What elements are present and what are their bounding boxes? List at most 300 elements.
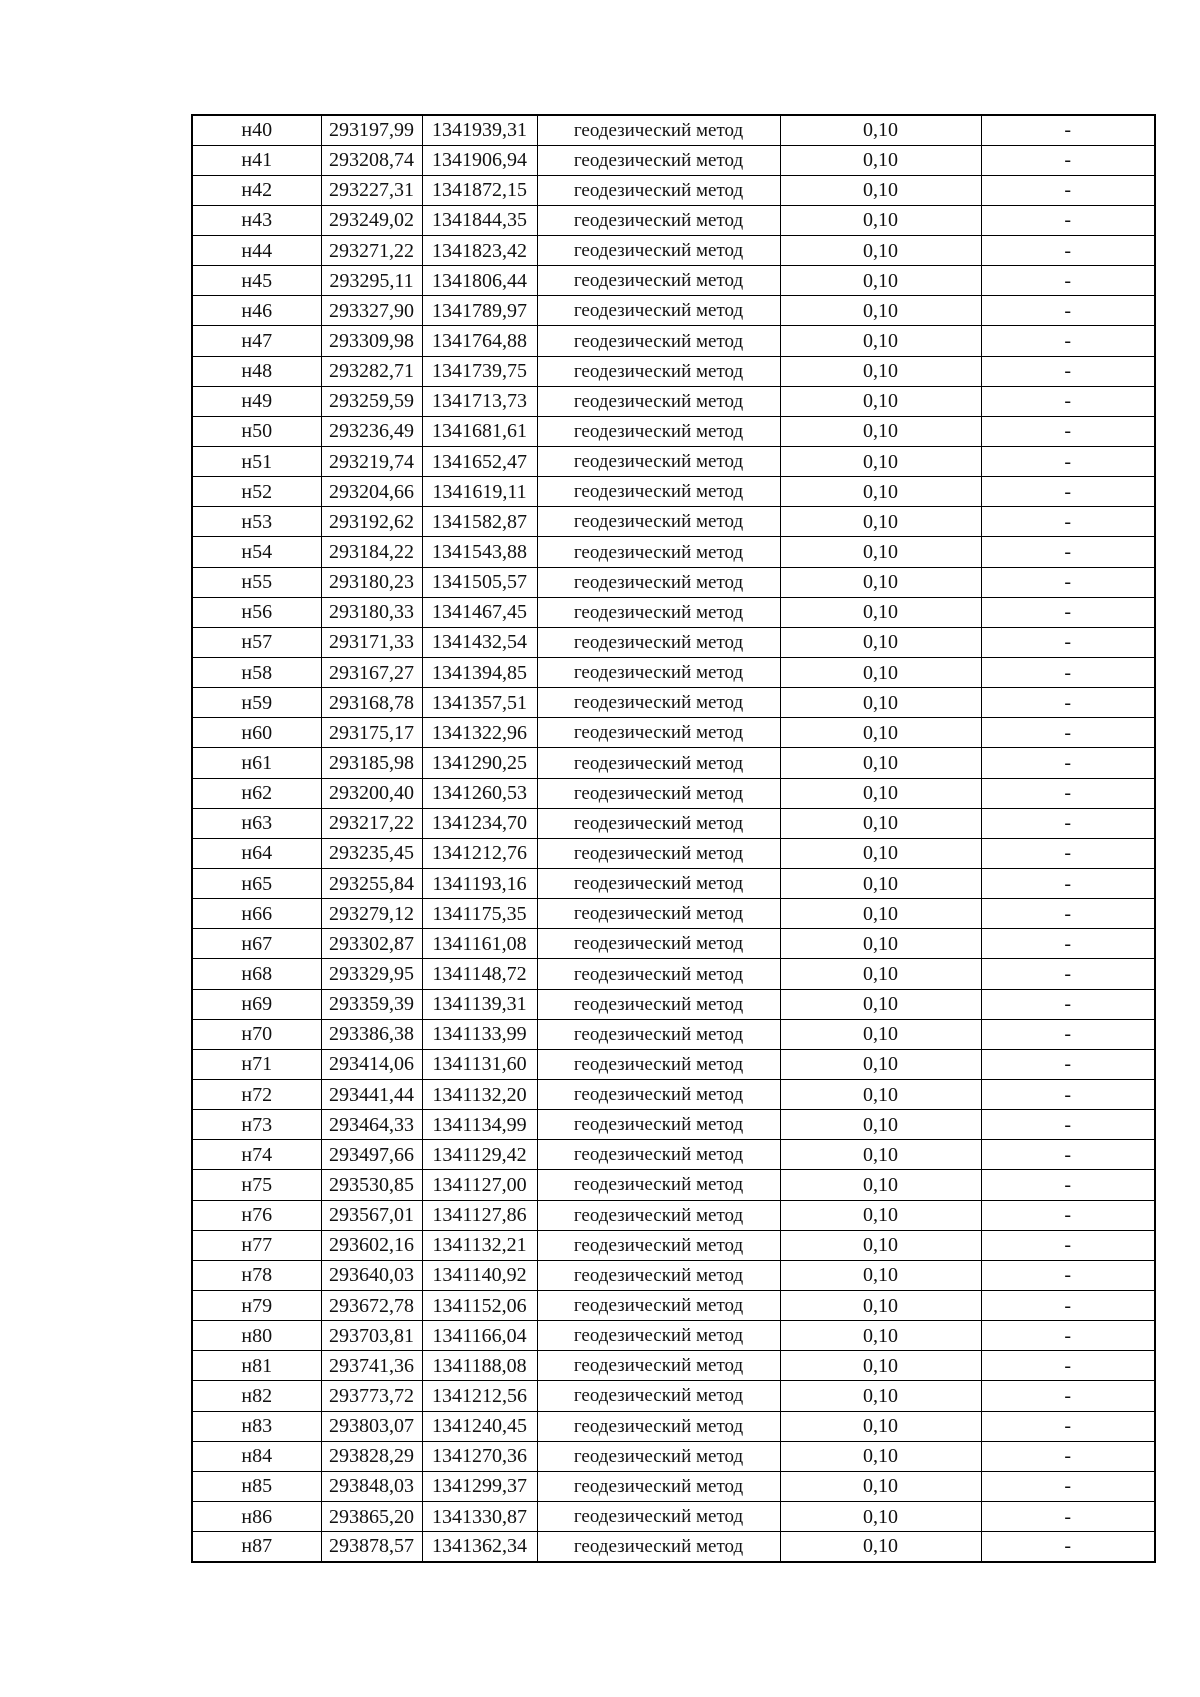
point-number-cell: н64 bbox=[192, 838, 321, 868]
accuracy-cell: 0,10 bbox=[780, 1230, 981, 1260]
coordinates-table-body bbox=[192, 115, 1155, 1562]
coordinate-x-cell: 293359,39 bbox=[321, 989, 422, 1019]
note-cell: - bbox=[981, 838, 1155, 868]
method-cell: геодезический метод bbox=[537, 1411, 780, 1441]
method-cell: геодезический метод bbox=[537, 1260, 780, 1290]
coordinate-y-cell: 1341681,61 bbox=[422, 416, 537, 446]
accuracy-cell: 0,10 bbox=[780, 899, 981, 929]
note-cell: - bbox=[981, 1501, 1155, 1531]
note-cell: - bbox=[981, 688, 1155, 718]
accuracy-cell: 0,10 bbox=[780, 1441, 981, 1471]
note-cell: - bbox=[981, 296, 1155, 326]
point-number-cell: н41 bbox=[192, 145, 321, 175]
note-cell: - bbox=[981, 1381, 1155, 1411]
coordinate-y-cell: 1341212,76 bbox=[422, 838, 537, 868]
coordinate-x-cell: 293464,33 bbox=[321, 1110, 422, 1140]
point-number-cell: н57 bbox=[192, 627, 321, 657]
coordinate-x-cell: 293295,11 bbox=[321, 266, 422, 296]
method-cell: геодезический метод bbox=[537, 386, 780, 416]
coordinate-x-cell: 293640,03 bbox=[321, 1260, 422, 1290]
table-row bbox=[192, 1170, 1155, 1200]
method-cell: геодезический метод bbox=[537, 838, 780, 868]
point-number-cell: н73 bbox=[192, 1110, 321, 1140]
coordinate-x-cell: 293497,66 bbox=[321, 1140, 422, 1170]
coordinate-y-cell: 1341131,60 bbox=[422, 1049, 537, 1079]
coordinate-y-cell: 1341299,37 bbox=[422, 1471, 537, 1501]
coordinate-x-cell: 293271,22 bbox=[321, 236, 422, 266]
point-number-cell: н42 bbox=[192, 175, 321, 205]
method-cell: геодезический метод bbox=[537, 477, 780, 507]
coordinate-x-cell: 293848,03 bbox=[321, 1471, 422, 1501]
accuracy-cell: 0,10 bbox=[780, 115, 981, 145]
coordinate-y-cell: 1341652,47 bbox=[422, 447, 537, 477]
method-cell: геодезический метод bbox=[537, 1441, 780, 1471]
point-number-cell: н54 bbox=[192, 537, 321, 567]
coordinate-x-cell: 293180,23 bbox=[321, 567, 422, 597]
accuracy-cell: 0,10 bbox=[780, 326, 981, 356]
table-row bbox=[192, 1080, 1155, 1110]
coordinate-y-cell: 1341166,04 bbox=[422, 1321, 537, 1351]
table-row bbox=[192, 507, 1155, 537]
coordinate-y-cell: 1341132,20 bbox=[422, 1080, 537, 1110]
coordinate-x-cell: 293386,38 bbox=[321, 1019, 422, 1049]
note-cell: - bbox=[981, 718, 1155, 748]
accuracy-cell: 0,10 bbox=[780, 1290, 981, 1320]
point-number-cell: н79 bbox=[192, 1290, 321, 1320]
note-cell: - bbox=[981, 1200, 1155, 1230]
point-number-cell: н63 bbox=[192, 808, 321, 838]
accuracy-cell: 0,10 bbox=[780, 658, 981, 688]
accuracy-cell: 0,10 bbox=[780, 296, 981, 326]
accuracy-cell: 0,10 bbox=[780, 1471, 981, 1501]
point-number-cell: н78 bbox=[192, 1260, 321, 1290]
method-cell: геодезический метод bbox=[537, 929, 780, 959]
coordinate-y-cell: 1341152,06 bbox=[422, 1290, 537, 1320]
table-row bbox=[192, 1321, 1155, 1351]
method-cell: геодезический метод bbox=[537, 989, 780, 1019]
method-cell: геодезический метод bbox=[537, 266, 780, 296]
accuracy-cell: 0,10 bbox=[780, 447, 981, 477]
point-number-cell: н62 bbox=[192, 778, 321, 808]
point-number-cell: н53 bbox=[192, 507, 321, 537]
table-row bbox=[192, 838, 1155, 868]
method-cell: геодезический метод bbox=[537, 1321, 780, 1351]
accuracy-cell: 0,10 bbox=[780, 1049, 981, 1079]
coordinate-y-cell: 1341129,42 bbox=[422, 1140, 537, 1170]
accuracy-cell: 0,10 bbox=[780, 1200, 981, 1230]
method-cell: геодезический метод bbox=[537, 356, 780, 386]
method-cell: геодезический метод bbox=[537, 808, 780, 838]
point-number-cell: н46 bbox=[192, 296, 321, 326]
accuracy-cell: 0,10 bbox=[780, 718, 981, 748]
coordinate-y-cell: 1341939,31 bbox=[422, 115, 537, 145]
point-number-cell: н43 bbox=[192, 205, 321, 235]
note-cell: - bbox=[981, 416, 1155, 446]
method-cell: геодезический метод bbox=[537, 447, 780, 477]
point-number-cell: н74 bbox=[192, 1140, 321, 1170]
table-row bbox=[192, 808, 1155, 838]
table-row bbox=[192, 899, 1155, 929]
method-cell: геодезический метод bbox=[537, 869, 780, 899]
method-cell: геодезический метод bbox=[537, 658, 780, 688]
coordinate-y-cell: 1341357,51 bbox=[422, 688, 537, 718]
note-cell: - bbox=[981, 1351, 1155, 1381]
accuracy-cell: 0,10 bbox=[780, 1351, 981, 1381]
accuracy-cell: 0,10 bbox=[780, 1532, 981, 1562]
coordinate-x-cell: 293180,33 bbox=[321, 597, 422, 627]
coordinate-y-cell: 1341739,75 bbox=[422, 356, 537, 386]
table-row bbox=[192, 205, 1155, 235]
point-number-cell: н68 bbox=[192, 959, 321, 989]
coordinate-y-cell: 1341432,54 bbox=[422, 627, 537, 657]
coordinate-y-cell: 1341240,45 bbox=[422, 1411, 537, 1441]
coordinate-x-cell: 293235,45 bbox=[321, 838, 422, 868]
coordinate-x-cell: 293309,98 bbox=[321, 326, 422, 356]
accuracy-cell: 0,10 bbox=[780, 627, 981, 657]
coordinate-y-cell: 1341148,72 bbox=[422, 959, 537, 989]
accuracy-cell: 0,10 bbox=[780, 808, 981, 838]
coordinate-x-cell: 293878,57 bbox=[321, 1532, 422, 1562]
coordinate-x-cell: 293865,20 bbox=[321, 1501, 422, 1531]
point-number-cell: н82 bbox=[192, 1381, 321, 1411]
method-cell: геодезический метод bbox=[537, 597, 780, 627]
point-number-cell: н69 bbox=[192, 989, 321, 1019]
note-cell: - bbox=[981, 929, 1155, 959]
method-cell: геодезический метод bbox=[537, 145, 780, 175]
point-number-cell: н47 bbox=[192, 326, 321, 356]
method-cell: геодезический метод bbox=[537, 416, 780, 446]
coordinate-y-cell: 1341270,36 bbox=[422, 1441, 537, 1471]
accuracy-cell: 0,10 bbox=[780, 1170, 981, 1200]
coordinate-x-cell: 293168,78 bbox=[321, 688, 422, 718]
point-number-cell: н40 bbox=[192, 115, 321, 145]
table-row bbox=[192, 236, 1155, 266]
coordinate-x-cell: 293204,66 bbox=[321, 477, 422, 507]
point-number-cell: н52 bbox=[192, 477, 321, 507]
accuracy-cell: 0,10 bbox=[780, 1381, 981, 1411]
note-cell: - bbox=[981, 1532, 1155, 1562]
point-number-cell: н83 bbox=[192, 1411, 321, 1441]
note-cell: - bbox=[981, 145, 1155, 175]
point-number-cell: н76 bbox=[192, 1200, 321, 1230]
note-cell: - bbox=[981, 1230, 1155, 1260]
point-number-cell: н65 bbox=[192, 869, 321, 899]
coordinate-y-cell: 1341789,97 bbox=[422, 296, 537, 326]
point-number-cell: н59 bbox=[192, 688, 321, 718]
coordinate-y-cell: 1341505,57 bbox=[422, 567, 537, 597]
note-cell: - bbox=[981, 1110, 1155, 1140]
coordinate-x-cell: 293184,22 bbox=[321, 537, 422, 567]
table-row bbox=[192, 1200, 1155, 1230]
accuracy-cell: 0,10 bbox=[780, 236, 981, 266]
point-number-cell: н58 bbox=[192, 658, 321, 688]
table-row bbox=[192, 959, 1155, 989]
point-number-cell: н75 bbox=[192, 1170, 321, 1200]
method-cell: геодезический метод bbox=[537, 1351, 780, 1381]
accuracy-cell: 0,10 bbox=[780, 537, 981, 567]
coordinate-y-cell: 1341134,99 bbox=[422, 1110, 537, 1140]
coordinate-y-cell: 1341322,96 bbox=[422, 718, 537, 748]
table-row bbox=[192, 266, 1155, 296]
note-cell: - bbox=[981, 1260, 1155, 1290]
table-row bbox=[192, 175, 1155, 205]
method-cell: геодезический метод bbox=[537, 1200, 780, 1230]
coordinate-y-cell: 1341872,15 bbox=[422, 175, 537, 205]
coordinate-x-cell: 293200,40 bbox=[321, 778, 422, 808]
accuracy-cell: 0,10 bbox=[780, 838, 981, 868]
point-number-cell: н51 bbox=[192, 447, 321, 477]
note-cell: - bbox=[981, 1140, 1155, 1170]
point-number-cell: н49 bbox=[192, 386, 321, 416]
coordinate-y-cell: 1341844,35 bbox=[422, 205, 537, 235]
method-cell: геодезический метод bbox=[537, 1170, 780, 1200]
point-number-cell: н44 bbox=[192, 236, 321, 266]
coordinate-x-cell: 293217,22 bbox=[321, 808, 422, 838]
method-cell: геодезический метод bbox=[537, 537, 780, 567]
note-cell: - bbox=[981, 205, 1155, 235]
coordinate-y-cell: 1341619,11 bbox=[422, 477, 537, 507]
table-row bbox=[192, 869, 1155, 899]
point-number-cell: н87 bbox=[192, 1532, 321, 1562]
coordinate-x-cell: 293672,78 bbox=[321, 1290, 422, 1320]
point-number-cell: н61 bbox=[192, 748, 321, 778]
coordinate-x-cell: 293249,02 bbox=[321, 205, 422, 235]
method-cell: геодезический метод bbox=[537, 1080, 780, 1110]
note-cell: - bbox=[981, 1290, 1155, 1320]
note-cell: - bbox=[981, 236, 1155, 266]
note-cell: - bbox=[981, 1471, 1155, 1501]
table-row bbox=[192, 145, 1155, 175]
table-row bbox=[192, 989, 1155, 1019]
point-number-cell: н55 bbox=[192, 567, 321, 597]
table-row bbox=[192, 567, 1155, 597]
table-row bbox=[192, 1441, 1155, 1471]
note-cell: - bbox=[981, 1080, 1155, 1110]
coordinate-x-cell: 293803,07 bbox=[321, 1411, 422, 1441]
coordinate-x-cell: 293441,44 bbox=[321, 1080, 422, 1110]
table-row bbox=[192, 537, 1155, 567]
accuracy-cell: 0,10 bbox=[780, 688, 981, 718]
point-number-cell: н72 bbox=[192, 1080, 321, 1110]
table-row bbox=[192, 1290, 1155, 1320]
point-number-cell: н81 bbox=[192, 1351, 321, 1381]
accuracy-cell: 0,10 bbox=[780, 1501, 981, 1531]
coordinate-y-cell: 1341713,73 bbox=[422, 386, 537, 416]
coordinate-y-cell: 1341823,42 bbox=[422, 236, 537, 266]
coordinate-x-cell: 293185,98 bbox=[321, 748, 422, 778]
coordinate-y-cell: 1341467,45 bbox=[422, 597, 537, 627]
coordinate-x-cell: 293602,16 bbox=[321, 1230, 422, 1260]
coordinate-y-cell: 1341188,08 bbox=[422, 1351, 537, 1381]
note-cell: - bbox=[981, 1049, 1155, 1079]
note-cell: - bbox=[981, 115, 1155, 145]
note-cell: - bbox=[981, 326, 1155, 356]
method-cell: геодезический метод bbox=[537, 959, 780, 989]
coordinate-y-cell: 1341394,85 bbox=[422, 658, 537, 688]
accuracy-cell: 0,10 bbox=[780, 959, 981, 989]
point-number-cell: н66 bbox=[192, 899, 321, 929]
accuracy-cell: 0,10 bbox=[780, 507, 981, 537]
accuracy-cell: 0,10 bbox=[780, 1411, 981, 1441]
coordinate-x-cell: 293329,95 bbox=[321, 959, 422, 989]
method-cell: геодезический метод bbox=[537, 748, 780, 778]
method-cell: геодезический метод bbox=[537, 236, 780, 266]
coordinate-x-cell: 293567,01 bbox=[321, 1200, 422, 1230]
accuracy-cell: 0,10 bbox=[780, 175, 981, 205]
accuracy-cell: 0,10 bbox=[780, 1019, 981, 1049]
coordinate-y-cell: 1341139,31 bbox=[422, 989, 537, 1019]
table-row bbox=[192, 1501, 1155, 1531]
document-page bbox=[191, 114, 1156, 1563]
table-row bbox=[192, 416, 1155, 446]
coordinate-x-cell: 293192,62 bbox=[321, 507, 422, 537]
accuracy-cell: 0,10 bbox=[780, 929, 981, 959]
table-row bbox=[192, 115, 1155, 145]
table-row bbox=[192, 477, 1155, 507]
note-cell: - bbox=[981, 869, 1155, 899]
accuracy-cell: 0,10 bbox=[780, 1321, 981, 1351]
note-cell: - bbox=[981, 507, 1155, 537]
method-cell: геодезический метод bbox=[537, 1110, 780, 1140]
coordinate-x-cell: 293741,36 bbox=[321, 1351, 422, 1381]
table-row bbox=[192, 1260, 1155, 1290]
accuracy-cell: 0,10 bbox=[780, 869, 981, 899]
method-cell: геодезический метод bbox=[537, 1230, 780, 1260]
method-cell: геодезический метод bbox=[537, 1471, 780, 1501]
note-cell: - bbox=[981, 658, 1155, 688]
method-cell: геодезический метод bbox=[537, 296, 780, 326]
method-cell: геодезический метод bbox=[537, 1381, 780, 1411]
method-cell: геодезический метод bbox=[537, 1019, 780, 1049]
note-cell: - bbox=[981, 748, 1155, 778]
note-cell: - bbox=[981, 989, 1155, 1019]
accuracy-cell: 0,10 bbox=[780, 266, 981, 296]
note-cell: - bbox=[981, 1321, 1155, 1351]
method-cell: геодезический метод bbox=[537, 115, 780, 145]
table-row bbox=[192, 718, 1155, 748]
point-number-cell: н85 bbox=[192, 1471, 321, 1501]
coordinate-x-cell: 293167,27 bbox=[321, 658, 422, 688]
coordinate-y-cell: 1341175,35 bbox=[422, 899, 537, 929]
coordinate-x-cell: 293219,74 bbox=[321, 447, 422, 477]
coordinate-x-cell: 293255,84 bbox=[321, 869, 422, 899]
table-row bbox=[192, 688, 1155, 718]
coordinate-y-cell: 1341806,44 bbox=[422, 266, 537, 296]
method-cell: геодезический метод bbox=[537, 175, 780, 205]
point-number-cell: н86 bbox=[192, 1501, 321, 1531]
accuracy-cell: 0,10 bbox=[780, 416, 981, 446]
point-number-cell: н50 bbox=[192, 416, 321, 446]
note-cell: - bbox=[981, 1019, 1155, 1049]
table-row bbox=[192, 447, 1155, 477]
method-cell: геодезический метод bbox=[537, 1290, 780, 1320]
table-row bbox=[192, 386, 1155, 416]
table-row bbox=[192, 296, 1155, 326]
method-cell: геодезический метод bbox=[537, 326, 780, 356]
note-cell: - bbox=[981, 175, 1155, 205]
accuracy-cell: 0,10 bbox=[780, 477, 981, 507]
point-number-cell: н70 bbox=[192, 1019, 321, 1049]
point-number-cell: н80 bbox=[192, 1321, 321, 1351]
table-row bbox=[192, 1411, 1155, 1441]
coordinate-y-cell: 1341161,08 bbox=[422, 929, 537, 959]
accuracy-cell: 0,10 bbox=[780, 1140, 981, 1170]
coordinate-x-cell: 293208,74 bbox=[321, 145, 422, 175]
coordinate-y-cell: 1341290,25 bbox=[422, 748, 537, 778]
point-number-cell: н56 bbox=[192, 597, 321, 627]
table-row bbox=[192, 1230, 1155, 1260]
note-cell: - bbox=[981, 597, 1155, 627]
accuracy-cell: 0,10 bbox=[780, 748, 981, 778]
point-number-cell: н67 bbox=[192, 929, 321, 959]
coordinate-y-cell: 1341140,92 bbox=[422, 1260, 537, 1290]
accuracy-cell: 0,10 bbox=[780, 1110, 981, 1140]
table-row bbox=[192, 778, 1155, 808]
table-row bbox=[192, 597, 1155, 627]
coordinate-x-cell: 293530,85 bbox=[321, 1170, 422, 1200]
coordinate-y-cell: 1341212,56 bbox=[422, 1381, 537, 1411]
table-row bbox=[192, 1351, 1155, 1381]
point-number-cell: н84 bbox=[192, 1441, 321, 1471]
method-cell: геодезический метод bbox=[537, 1501, 780, 1531]
note-cell: - bbox=[981, 567, 1155, 597]
note-cell: - bbox=[981, 778, 1155, 808]
point-number-cell: н60 bbox=[192, 718, 321, 748]
table-row bbox=[192, 1019, 1155, 1049]
coordinate-x-cell: 293282,71 bbox=[321, 356, 422, 386]
coordinate-x-cell: 293279,12 bbox=[321, 899, 422, 929]
coordinate-y-cell: 1341193,16 bbox=[422, 869, 537, 899]
note-cell: - bbox=[981, 447, 1155, 477]
method-cell: геодезический метод bbox=[537, 205, 780, 235]
accuracy-cell: 0,10 bbox=[780, 386, 981, 416]
coordinate-y-cell: 1341234,70 bbox=[422, 808, 537, 838]
table-row bbox=[192, 1110, 1155, 1140]
coordinate-x-cell: 293175,17 bbox=[321, 718, 422, 748]
coordinate-x-cell: 293227,31 bbox=[321, 175, 422, 205]
coordinate-x-cell: 293327,90 bbox=[321, 296, 422, 326]
coordinate-x-cell: 293773,72 bbox=[321, 1381, 422, 1411]
method-cell: геодезический метод bbox=[537, 567, 780, 597]
note-cell: - bbox=[981, 627, 1155, 657]
table-row bbox=[192, 1140, 1155, 1170]
coordinate-y-cell: 1341362,34 bbox=[422, 1532, 537, 1562]
coordinate-y-cell: 1341582,87 bbox=[422, 507, 537, 537]
coordinate-y-cell: 1341127,86 bbox=[422, 1200, 537, 1230]
coordinate-x-cell: 293302,87 bbox=[321, 929, 422, 959]
note-cell: - bbox=[981, 477, 1155, 507]
note-cell: - bbox=[981, 386, 1155, 416]
note-cell: - bbox=[981, 1170, 1155, 1200]
method-cell: геодезический метод bbox=[537, 1049, 780, 1079]
method-cell: геодезический метод bbox=[537, 1532, 780, 1562]
accuracy-cell: 0,10 bbox=[780, 597, 981, 627]
coordinate-y-cell: 1341260,53 bbox=[422, 778, 537, 808]
accuracy-cell: 0,10 bbox=[780, 989, 981, 1019]
method-cell: геодезический метод bbox=[537, 718, 780, 748]
point-number-cell: н71 bbox=[192, 1049, 321, 1079]
table-row bbox=[192, 1471, 1155, 1501]
note-cell: - bbox=[981, 1411, 1155, 1441]
note-cell: - bbox=[981, 899, 1155, 929]
coordinates-table bbox=[191, 114, 1156, 1563]
note-cell: - bbox=[981, 1441, 1155, 1471]
point-number-cell: н77 bbox=[192, 1230, 321, 1260]
method-cell: геодезический метод bbox=[537, 507, 780, 537]
note-cell: - bbox=[981, 959, 1155, 989]
method-cell: геодезический метод bbox=[537, 627, 780, 657]
table-row bbox=[192, 1381, 1155, 1411]
